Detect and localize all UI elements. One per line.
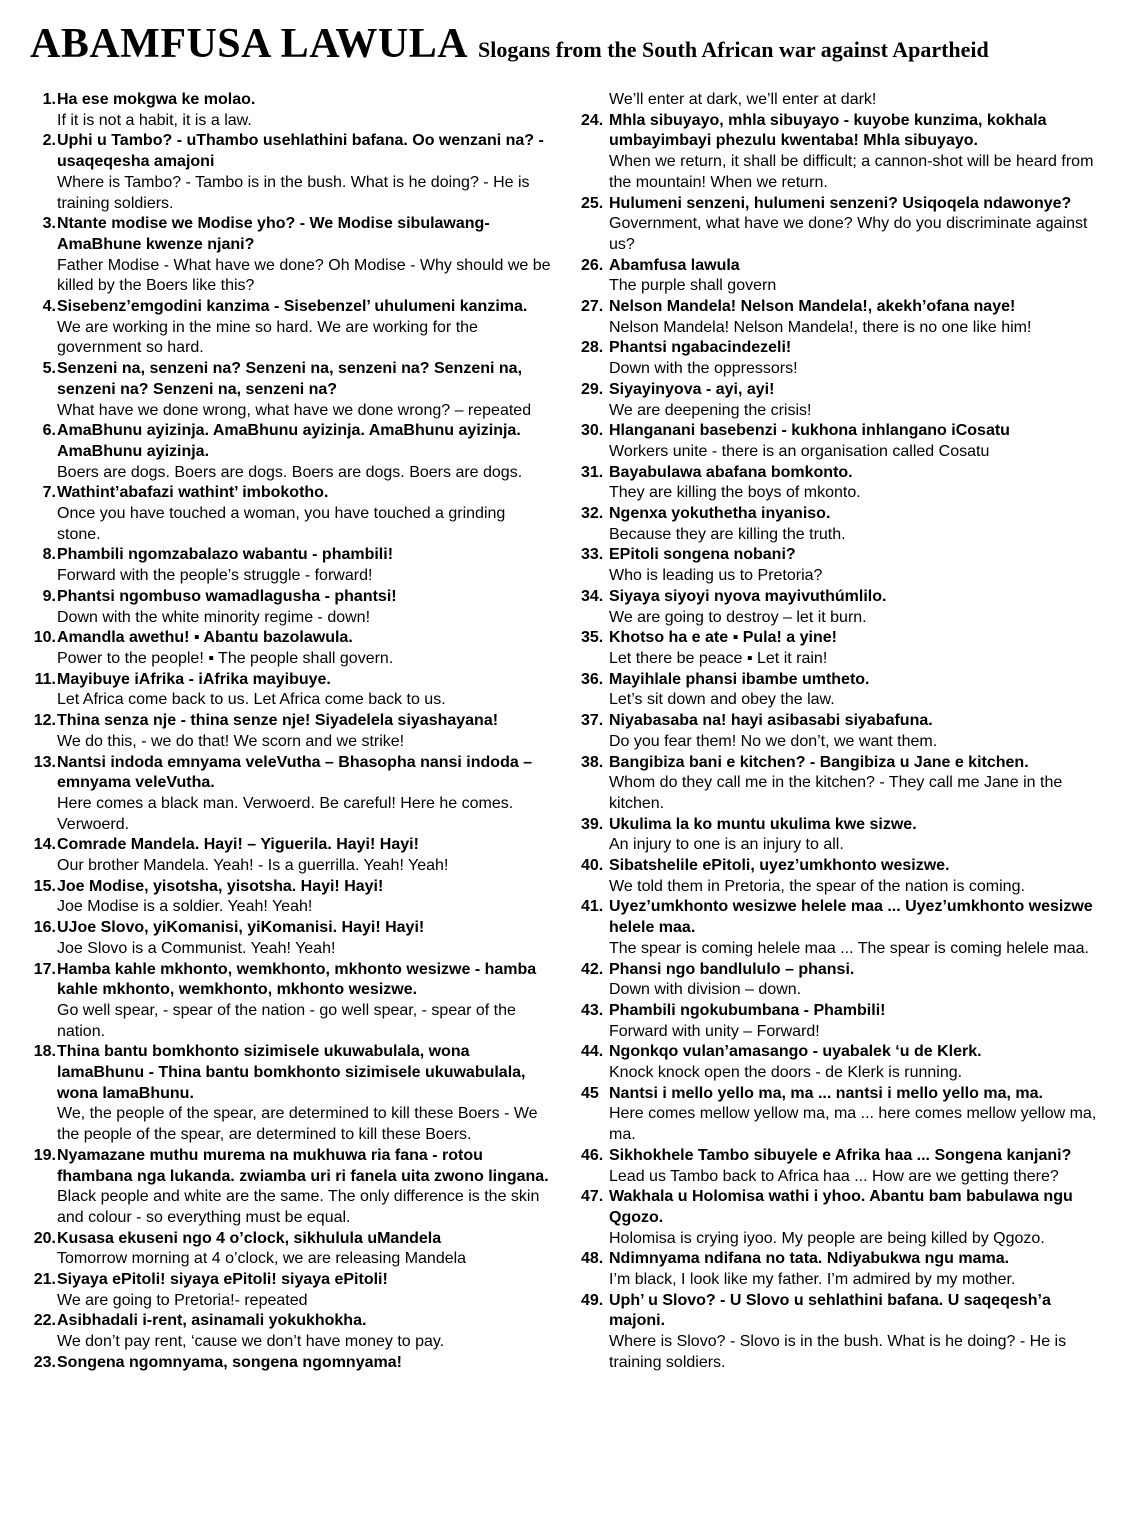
- slogan-original: EPitoli songena nobani?: [609, 546, 796, 564]
- slogan-original: Bangibiza bani e kitchen? - Bangibiza u Jane e kitchen.: [609, 753, 1029, 771]
- slogan-original: Sikhokhele Tambo sibuyele e Afrika haa ... Songena kanjani?: [609, 1146, 1072, 1164]
- slogan-original: Hlanganani basebenzi - kukhona inhlangano iCosatu: [609, 422, 1010, 440]
- slogan-translation: Once you have touched a woman, you have touched a grinding stone.: [57, 505, 506, 543]
- slogan-translation: Tomorrow morning at 4 o’clock, we are releasing Mandela: [57, 1250, 467, 1268]
- slogan-translation: Lead us Tambo back to Africa haa ... How are we getting there?: [609, 1167, 1059, 1185]
- slogan-item: [578, 856, 1106, 897]
- slogan-number: 1.: [42, 91, 56, 108]
- document-header: [30, 20, 989, 68]
- slogan-item: [578, 753, 1106, 815]
- slogan-item: [578, 1042, 1106, 1083]
- slogan-original: Ngenxa yokuthetha inyaniso.: [609, 505, 831, 523]
- slogan-original: Ndimnyama ndifana no tata. Ndiyabukwa ngu mama.: [609, 1250, 1010, 1268]
- slogan-number: 32.: [581, 505, 604, 523]
- slogan-translation: The spear is coming helele maa ... The spear is coming helele maa.: [609, 939, 1089, 957]
- slogan-item: [26, 628, 553, 669]
- document-subtitle: Slogans from the South African war against Apartheid: [478, 37, 989, 62]
- slogan-original: Sibatshelile ePitoli, uyez’umkhonto wesizwe.: [609, 857, 950, 875]
- slogan-original: Wakhala u Holomisa wathi i yhoo. Abantu bam babulawa ngu Qgozo.: [609, 1188, 1073, 1226]
- slogan-number: 5.: [42, 360, 56, 378]
- slogan-original: Mayihlale phansi ibambe umtheto.: [609, 670, 870, 688]
- slogan-translation: Do you fear them! No we don’t, we want them.: [609, 732, 938, 750]
- slogan-number: 30.: [581, 422, 604, 440]
- slogan-item: [26, 545, 553, 586]
- slogan-number: 29.: [581, 380, 604, 398]
- slogan-original: Thina senza nje - thina senze nje! Siyadelela siyashayana!: [57, 712, 499, 730]
- slogan-translation: Joe Slovo is a Communist. Yeah! Yeah!: [57, 939, 336, 957]
- slogan-translation: We do this, - we do that! We scorn and we strike!: [57, 732, 405, 750]
- slogan-translation: We don’t pay rent, ‘cause we don’t have money to pay.: [57, 1333, 445, 1351]
- slogan-original: Khotso ha e ate ▪ Pula! a yine!: [609, 629, 837, 647]
- slogan-item: [578, 421, 1106, 462]
- slogan-number: 35.: [581, 629, 604, 647]
- slogan-original: Phansi ngo bandlululo – phansi.: [609, 960, 855, 978]
- slogan-translation: We are working in the mine so hard. We are working for the government so hard.: [57, 318, 478, 357]
- slogan-translation: Workers unite - there is an organisation called Cosatu: [609, 442, 990, 460]
- slogan-translation: We are deepening the crisis!: [609, 401, 812, 419]
- slogan-number: 46.: [581, 1146, 604, 1164]
- slogan-original: Ukulima la ko muntu ukulima kwe sizwe.: [609, 815, 917, 833]
- slogan-original: Siyaya ePitoli! siyaya ePitoli! siyaya ePitoli!: [57, 1271, 388, 1289]
- slogan-original: Kusasa ekuseni ngo 4 o’clock, sikhulula uMandela: [57, 1229, 442, 1247]
- slogan-number: 47.: [581, 1188, 604, 1206]
- slogan-item: [578, 815, 1106, 856]
- slogan-item: [26, 214, 553, 297]
- slogan-item: [26, 670, 553, 711]
- slogan-original: Amandla awethu! ▪ Abantu bazolawula.: [57, 629, 353, 647]
- slogan-item: [26, 1311, 553, 1352]
- slogan-number: 44.: [581, 1043, 604, 1061]
- slogan-original: Phantsi ngabacindezeli!: [609, 339, 792, 357]
- slogan-original: Uph’ u Slovo? - U Slovo u sehlathini bafana. U saqeqesh’a majoni.: [609, 1291, 1051, 1330]
- slogan-translation: Down with the white minority regime - down!: [57, 608, 371, 626]
- slogan-original: Ntante modise we Modise yho? - We Modise sibulawang-AmaBhune kwenze njani?: [57, 215, 490, 253]
- slogan-item: [578, 711, 1106, 752]
- slogan-original: Siyayinyova - ayi, ayi!: [609, 380, 775, 398]
- left-column: [26, 90, 553, 1374]
- slogan-number: 49.: [581, 1291, 604, 1309]
- continued-translation: We’ll enter at dark, we’ll enter at dark!: [609, 91, 877, 108]
- slogan-number: 10.: [33, 629, 56, 647]
- slogan-original: Nantsi indoda emnyama veleVutha – Bhasopha nansi indoda – emnyama veleVutha.: [57, 753, 533, 792]
- slogan-item: [26, 297, 553, 359]
- slogan-translation: Go well spear, - spear of the nation - go well spear, - spear of the nation.: [57, 1001, 516, 1040]
- slogan-original: Thina bantu bomkhonto sizimisele ukuwabulala, wona lamaBhunu - Thina bantu bomkhonto sizimisele ukuwabulala, wona lamaBhunu.: [57, 1043, 526, 1102]
- slogan-translation: Black people and white are the same. The only difference is the skin and colour - so everything must be equal.: [57, 1188, 540, 1226]
- slogan-original: Uphi u Tambo? - uThambo usehlathini bafana. Oo wenzani na? - usaqeqesha amajoni: [57, 132, 544, 171]
- slogan-translation: What have we done wrong, what have we done wrong? – repeated: [57, 401, 532, 419]
- slogan-item: [26, 131, 553, 214]
- slogan-original: Mayibuye iAfrika - iAfrika mayibuye.: [57, 670, 331, 688]
- slogan-number: 26.: [581, 256, 604, 274]
- slogan-translation: Boers are dogs. Boers are dogs. Boers are dogs. Boers are dogs.: [57, 463, 523, 481]
- slogan-original: UJoe Slovo, yiKomanisi, yiKomanisi. Hayi! Hayi!: [57, 919, 425, 937]
- slogan-item: [578, 111, 1106, 194]
- slogan-item: [578, 670, 1106, 711]
- slogan-number: 8.: [42, 546, 56, 564]
- slogan-number: 13.: [33, 753, 56, 771]
- slogan-translation: Power to the people! ▪ The people shall govern.: [57, 649, 394, 667]
- slogan-number: 16.: [33, 919, 56, 937]
- slogan-item: [26, 483, 553, 545]
- slogan-translation: If it is not a habit, it is a law.: [57, 111, 252, 129]
- slogan-item: [578, 463, 1106, 504]
- slogan-original: Comrade Mandela. Hayi! – Yiguerila. Hayi! Hayi!: [57, 836, 419, 854]
- slogan-translation: Let Africa come back to us. Let Africa come back to us.: [57, 691, 446, 709]
- slogan-number: 21.: [33, 1271, 56, 1289]
- slogan-number: 7.: [42, 484, 56, 502]
- slogan-original: Siyaya siyoyi nyova mayivuthúmlilo.: [609, 587, 887, 605]
- slogan-item: [26, 835, 553, 876]
- slogan-translation: Government, what have we done? Why do you discriminate against us?: [609, 215, 1088, 253]
- slogan-item: [578, 897, 1106, 959]
- slogan-original: Phambili ngomzabalazo wabantu - phambili!: [57, 546, 394, 564]
- slogan-translation: Let there be peace ▪ Let it rain!: [609, 649, 828, 667]
- slogan-item: [26, 753, 553, 836]
- slogan-number: 22.: [33, 1312, 56, 1330]
- slogan-number: 19.: [33, 1146, 56, 1164]
- slogan-item: [578, 256, 1106, 297]
- slogan-translation: We, the people of the spear, are determined to kill these Boers - We the people of the spear, are determined to kill these Boers.: [57, 1105, 538, 1144]
- slogan-translation: Let’s sit down and obey the law.: [609, 691, 835, 709]
- slogan-number: 39.: [581, 815, 604, 833]
- slogan-item: [578, 1291, 1106, 1374]
- slogan-translation: We are going to Pretoria!- repeated: [57, 1291, 308, 1309]
- slogan-number: 36.: [581, 670, 604, 688]
- slogan-translation: We told them in Pretoria, the spear of the nation is coming.: [609, 877, 1025, 895]
- slogan-translation: The purple shall govern: [609, 277, 777, 295]
- slogan-number: 37.: [581, 712, 604, 730]
- slogan-item: [26, 877, 553, 918]
- slogan-original: Wathint’abafazi wathint’ imbokotho.: [57, 484, 329, 502]
- slogan-number: 6.: [42, 422, 56, 440]
- slogan-number: 3.: [42, 215, 56, 233]
- slogan-number: 28.: [581, 339, 604, 357]
- slogan-number: 40.: [581, 857, 604, 875]
- slogan-item: [26, 90, 553, 131]
- slogan-number: 27.: [581, 298, 604, 316]
- slogan-translation: Because they are killing the truth.: [609, 525, 846, 543]
- slogan-original: Uyez’umkhonto wesizwe helele maa ... Uyez’umkhonto wesizwe helele maa.: [609, 898, 1093, 937]
- slogan-number: 33.: [581, 546, 604, 564]
- slogan-item: [578, 628, 1106, 669]
- slogan-number: 2.: [42, 132, 56, 150]
- document-title: ABAMFUSA LAWULA: [30, 21, 469, 67]
- slogan-original: AmaBhunu ayizinja. AmaBhunu ayizinja. AmaBhunu ayizinja. AmaBhunu ayizinja.: [57, 422, 521, 460]
- slogan-item: [26, 1353, 553, 1374]
- slogan-item: [578, 960, 1106, 1001]
- slogan-number: 42.: [581, 960, 604, 978]
- slogan-number: 17.: [33, 960, 56, 978]
- slogan-item: [578, 1146, 1106, 1187]
- slogan-original: Nelson Mandela! Nelson Mandela!, akekh’ofana naye!: [609, 298, 1016, 316]
- slogan-item: [26, 1042, 553, 1146]
- slogan-item: [578, 545, 1106, 586]
- slogan-number: 4.: [42, 298, 56, 316]
- slogan-number: 25.: [581, 194, 604, 212]
- slogan-number: 38.: [581, 753, 604, 771]
- slogan-number: 11.: [34, 670, 56, 688]
- slogan-number: 23.: [33, 1353, 56, 1371]
- slogan-translation: Here comes a black man. Verwoerd. Be careful! Here he comes. Verwoerd.: [57, 794, 514, 833]
- slogan-original: Nyamazane muthu murema na mukhuwa ria fana - rotou fhambana nga lukanda. zwiamba uri ri fanela uita zwono lingana.: [57, 1146, 549, 1185]
- slogan-original: Joe Modise, yisotsha, yisotsha. Hayi! Hayi!: [57, 877, 384, 895]
- slogan-original: Ha ese mokgwa ke molao.: [57, 91, 256, 108]
- slogan-item: [578, 194, 1106, 256]
- slogan-original: Abamfusa lawula: [609, 256, 740, 274]
- slogan-item: [26, 587, 553, 628]
- slogan-item: [26, 1229, 553, 1270]
- slogan-original: Niyabasaba na! hayi asibasabi siyabafuna.: [609, 712, 933, 730]
- slogan-item: [578, 587, 1106, 628]
- slogan-translation: Forward with unity – Forward!: [609, 1022, 820, 1040]
- slogan-translation: Father Modise - What have we done? Oh Modise - Why should we be killed by the Boers like this?: [57, 256, 551, 295]
- slogan-number: 12.: [33, 712, 56, 730]
- slogan-item: [26, 960, 553, 1043]
- slogan-number: 9.: [42, 587, 56, 605]
- slogan-translation: They are killing the boys of mkonto.: [609, 484, 861, 502]
- slogan-translation: When we return, it shall be difficult; a cannon-shot will be heard from the mountain! When we return.: [609, 153, 1094, 191]
- slogan-translation: Where is Tambo? - Tambo is in the bush. What is he doing? - He is training soldiers.: [57, 173, 530, 212]
- slogan-translation: Knock knock open the doors - de Klerk is running.: [609, 1064, 963, 1082]
- slogan-item: [26, 359, 553, 421]
- slogan-number: 20.: [33, 1229, 56, 1247]
- slogan-item: [578, 1249, 1106, 1290]
- slogan-number: 41.: [581, 898, 604, 916]
- slogan-item: [578, 1084, 1106, 1146]
- slogan-number: 45: [581, 1084, 599, 1102]
- slogan-item: [578, 1187, 1106, 1249]
- slogan-number: 48.: [581, 1250, 604, 1268]
- slogan-translation: Holomisa is crying iyoo. My people are being killed by Qgozo.: [609, 1229, 1045, 1247]
- slogan-translation: Where is Slovo? - Slovo is in the bush. What is he doing? - He is training soldiers.: [609, 1333, 1067, 1371]
- slogan-original: Hulumeni senzeni, hulumeni senzeni? Usiqoqela ndawonye?: [609, 194, 1072, 212]
- slogan-item: [578, 504, 1106, 545]
- slogan-translation: Here comes mellow yellow ma, ma ... here comes mellow yellow ma, ma.: [609, 1105, 1097, 1144]
- slogan-original: Phantsi ngombuso wamadlagusha - phantsi!: [57, 587, 397, 605]
- slogan-translation: Forward with the people’s struggle - forward!: [57, 567, 373, 585]
- slogan-item: [578, 380, 1106, 421]
- slogan-item: [26, 918, 553, 959]
- slogan-number: 15.: [33, 877, 56, 895]
- slogan-number: 31.: [581, 463, 604, 481]
- slogan-item: [578, 338, 1106, 379]
- slogan-item: [26, 711, 553, 752]
- slogan-item: [26, 1146, 553, 1229]
- slogan-translation: Our brother Mandela. Yeah! - Is a guerrilla. Yeah! Yeah!: [57, 857, 449, 875]
- slogan-number: 18.: [33, 1043, 56, 1061]
- slogan-item: [26, 421, 553, 483]
- slogan-original: Mhla sibuyayo, mhla sibuyayo - kuyobe kunzima, kokhala umbayimbayi phezulu kwentaba! Mhla sibuyayo.: [609, 111, 1047, 150]
- slogan-original: Phambili ngokubumbana - Phambili!: [609, 1001, 886, 1019]
- slogan-translation: Down with the oppressors!: [609, 360, 798, 378]
- slogan-translation: Joe Modise is a soldier. Yeah! Yeah!: [57, 898, 313, 916]
- slogan-original: Senzeni na, senzeni na? Senzeni na, senzeni na? Senzeni na, senzeni na? Senzeni na, senzeni na?: [57, 360, 523, 398]
- slogan-original: Ngonkqo vulan’amasango - uyabalek ‘u de Klerk.: [609, 1043, 982, 1061]
- slogan-number: 14.: [33, 836, 56, 854]
- slogan-original: Hamba kahle mkhonto, wemkhonto, mkhonto wesizwe - hamba kahle mkhonto, wemkhonto, mkhonto wesizwe.: [57, 960, 537, 999]
- slogan-translation: Down with division – down.: [609, 981, 802, 999]
- slogan-translation: An injury to one is an injury to all.: [609, 836, 844, 854]
- slogan-original: Bayabulawa abafana bomkonto.: [609, 463, 853, 481]
- slogan-original: Nantsi i mello yello ma, ma ... nantsi i mello yello ma, ma.: [609, 1084, 1043, 1102]
- slogan-original: Sisebenz’emgodini kanzima - Sisebenzel’ uhulumeni kanzima.: [57, 298, 528, 316]
- slogan-item: [26, 1270, 553, 1311]
- slogan-number: 34.: [581, 587, 604, 605]
- slogan-translation: Who is leading us to Pretoria?: [609, 567, 823, 585]
- right-column: [578, 90, 1106, 1374]
- slogan-original: Songena ngomnyama, songena ngomnyama!: [57, 1353, 402, 1371]
- slogan-number: 43.: [581, 1001, 604, 1019]
- slogan-item: [578, 297, 1106, 338]
- slogan-original: Asibhadali i-rent, asinamali yokukhokha.: [57, 1312, 367, 1330]
- slogan-translation: We are going to destroy – let it burn.: [609, 608, 867, 626]
- slogan-translation: I’m black, I look like my father. I’m admired by my mother.: [609, 1271, 1016, 1289]
- slogan-item: [578, 1001, 1106, 1042]
- slogan-translation: Whom do they call me in the kitchen? - They call me Jane in the kitchen.: [609, 774, 1063, 812]
- slogan-number: 24.: [581, 111, 604, 129]
- slogan-translation: Nelson Mandela! Nelson Mandela!, there is no one like him!: [609, 318, 1032, 336]
